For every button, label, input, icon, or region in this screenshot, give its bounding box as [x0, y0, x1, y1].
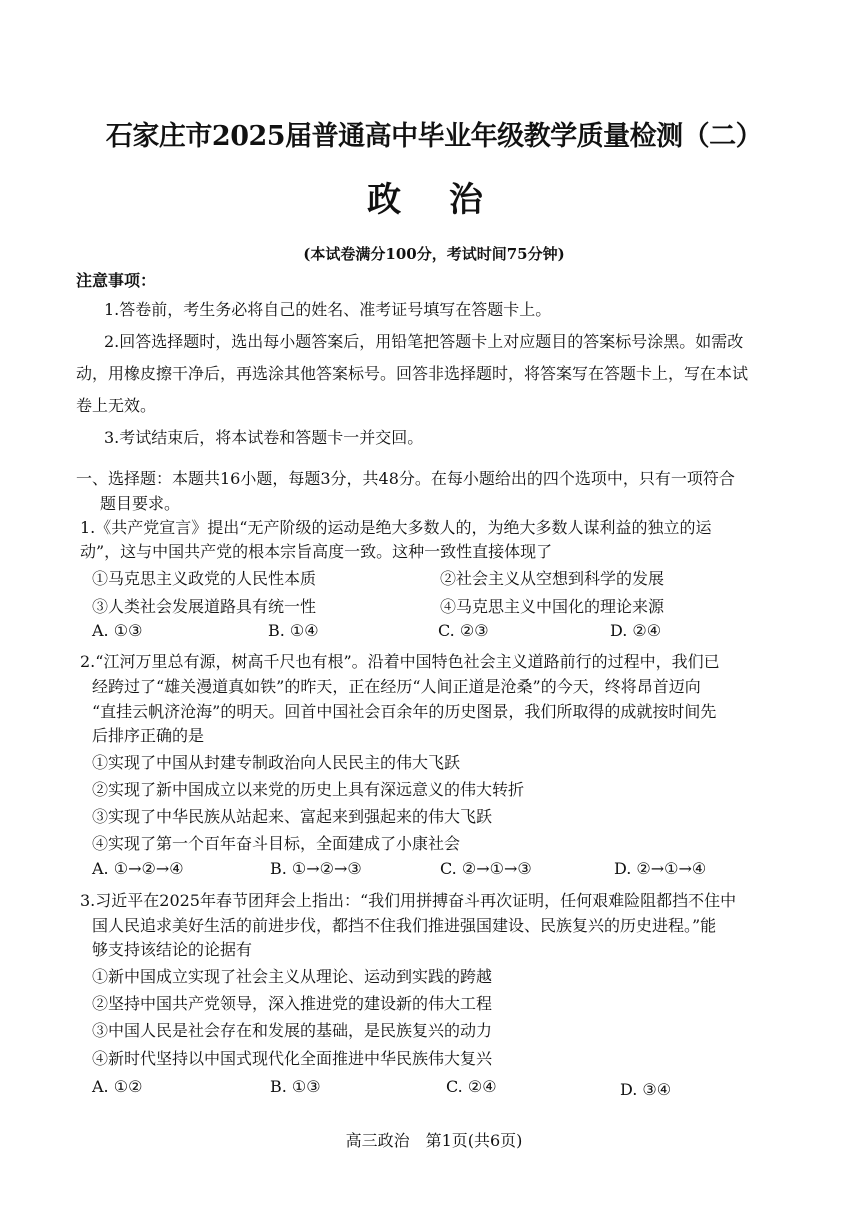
question-stem: 2.“江河万里总有源，树高千尺也有根”。沿着中国特色社会主义道路前行的过程中，我们已 — [80, 652, 720, 671]
notice-item: 1.答卷前，考生务必将自己的姓名、准考证号填写在答题卡上。 — [104, 300, 552, 319]
question-stem: 动”，这与中国共产党的根本宗旨高度一致。这种一致性直接体现了 — [80, 542, 553, 561]
question-option: ①马克思主义政党的人民性本质 — [92, 569, 317, 588]
question-stem: 经跨过了“雄关漫道真如铁”的昨天，正在经历“人间正道是沧桑”的今天，终将昂首迈向 — [92, 677, 701, 696]
subject-title: 政 治 — [367, 180, 501, 220]
question-option: ④新时代坚持以中国式现代化全面推进中华民族伟大复兴 — [92, 1049, 493, 1068]
answer-choice: A. ①② — [92, 1077, 143, 1096]
answer-choice: A. ①③ — [92, 621, 143, 640]
question-option: ③中国人民是社会存在和发展的基础，是民族复兴的动力 — [92, 1021, 493, 1040]
section-heading: 一、选择题：本题共16小题，每题3分，共48分。在每小题给出的四个选项中，只有一项符合 — [76, 469, 735, 488]
answer-choice: B. ①③ — [270, 1077, 321, 1096]
exam-meta: (本试卷满分100分，考试时间75分钟) — [303, 245, 565, 263]
answer-choice: B. ①→②→③ — [270, 859, 362, 878]
answer-choice: B. ①④ — [268, 621, 319, 640]
notice-heading: 注意事项： — [76, 271, 157, 290]
notice-item: 3.考试结束后，将本试卷和答题卡一并交回。 — [104, 428, 424, 447]
question-stem: 后排序正确的是 — [92, 726, 205, 745]
question-option: ②实现了新中国成立以来党的历史上具有深远意义的伟大转折 — [92, 780, 525, 799]
question-option: ②社会主义从空想到科学的发展 — [440, 569, 665, 588]
question-option: ③人类社会发展道路具有统一性 — [92, 597, 317, 616]
question-stem: 3.习近平在2025年春节团拜会上指出：“我们用拼搏奋斗再次证明，任何艰难险阻都挡不住中 — [80, 891, 737, 910]
question-option: ①新中国成立实现了社会主义从理论、运动到实践的跨越 — [92, 967, 493, 986]
question-stem: 国人民追求美好生活的前进步伐，都挡不住我们推进强国建设、民族复兴的历史进程。”能 — [92, 916, 717, 935]
answer-choice: D. ②④ — [610, 621, 662, 640]
answer-choice: D. ③④ — [620, 1080, 672, 1099]
question-option: ①实现了中国从封建专制政治向人民民主的伟大飞跃 — [92, 753, 461, 772]
question-stem: 够支持该结论的论据有 — [92, 940, 253, 959]
answer-choice: D. ②→①→④ — [614, 859, 707, 878]
question-option: ④马克思主义中国化的理论来源 — [440, 597, 665, 616]
answer-choice: C. ②③ — [438, 621, 489, 640]
section-heading: 题目要求。 — [100, 494, 181, 513]
page-footer: 高三政治 第1页(共6页) — [345, 1131, 523, 1150]
question-stem: 1.《共产党宣言》提出“无产阶级的运动是绝大多数人的，为绝大多数人谋利益的独立的运 — [80, 518, 712, 537]
question-stem: “直挂云帆济沧海”的明天。回首中国社会百余年的历史图景，我们所取得的成就按时间先 — [92, 702, 717, 721]
answer-choice: A. ①→②→④ — [92, 859, 184, 878]
notice-item: 卷上无效。 — [76, 396, 157, 415]
question-option: ④实现了第一个百年奋斗目标，全面建成了小康社会 — [92, 834, 461, 853]
answer-choice: C. ②④ — [446, 1077, 497, 1096]
notice-item: 2.回答选择题时，选出每小题答案后，用铅笔把答题卡上对应题目的答案标号涂黑。如需改 — [104, 332, 744, 351]
exam-title: 石家庄市2025届普通高中毕业年级教学质量检测（二） — [105, 121, 763, 152]
question-option: ③实现了中华民族从站起来、富起来到强起来的伟大飞跃 — [92, 807, 493, 826]
question-option: ②坚持中国共产党领导，深入推进党的建设新的伟大工程 — [92, 994, 493, 1013]
answer-choice: C. ②→①→③ — [440, 859, 532, 878]
notice-item: 动，用橡皮擦干净后，再选涂其他答案标号。回答非选择题时，将答案写在答题卡上，写在本试 — [76, 364, 749, 383]
